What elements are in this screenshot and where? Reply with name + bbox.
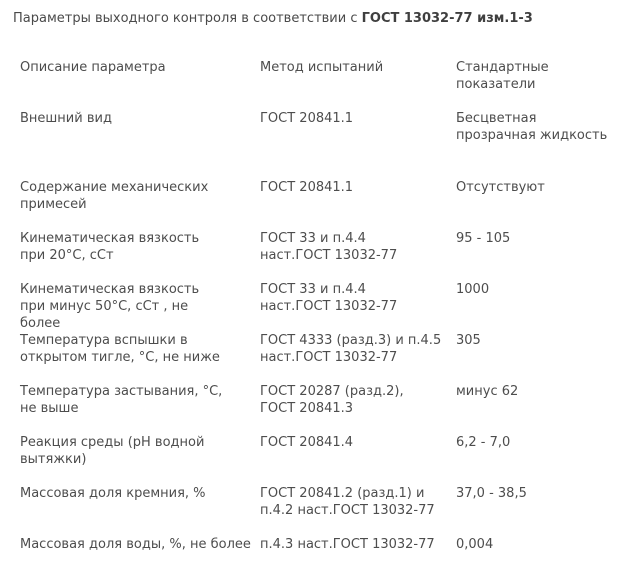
table-row-7-description: Реакция среды (pH водной вытяжки) [20, 435, 205, 467]
table-row-6-description: Температура застывания, °С, не выше [20, 384, 223, 416]
page-title-standard: ГОСТ 13032-77 изм.1-3 [361, 11, 533, 26]
table-row-3-method: ГОСТ 33 и п.4.4 наст.ГОСТ 13032-77 [260, 231, 398, 263]
table-row-4-value: 1000 [456, 282, 490, 297]
table-row-2-value: Отсутствуют [456, 180, 545, 195]
table-row-8-method: ГОСТ 20841.2 (разд.1) и п.4.2 наст.ГОСТ 13032-77 [260, 486, 435, 518]
table-row-8-value: 37,0 - 38,5 [456, 486, 527, 501]
table-row-2-method: ГОСТ 20841.1 [260, 180, 354, 195]
table-row-7-value: 6,2 - 7,0 [456, 435, 511, 450]
column-header-standard: Стандартные показатели [456, 60, 549, 92]
table-row-2-description: Содержание механических примесей [20, 180, 209, 212]
table-row-9-description: Массовая доля воды, %, не более [20, 537, 251, 552]
table-row-8-description: Массовая доля кремния, % [20, 486, 206, 501]
table-row-4-description: Кинематическая вязкость при минус 50°С, сСт , не более [20, 282, 200, 331]
table-row-5-value: 305 [456, 333, 481, 348]
table-row-1-value: Бесцветная прозрачная жидкость [456, 111, 608, 143]
page-title-text: Параметры выходного контроля в соответствии с [13, 11, 362, 26]
table-row-9-value: 0,004 [456, 537, 494, 552]
page-title [13, 11, 533, 27]
column-header-description: Описание параметра [20, 60, 166, 75]
table-row-1-description: Внешний вид [20, 111, 112, 126]
table-row-9-method: п.4.3 наст.ГОСТ 13032-77 [260, 537, 435, 552]
table-row-6-value: минус 62 [456, 384, 519, 399]
table-row-3-description: Кинематическая вязкость при 20°С, сСт [20, 231, 200, 263]
table-row-1-method: ГОСТ 20841.1 [260, 111, 354, 126]
table-row-5-description: Температура вспышки в открытом тигле, °С, не ниже [20, 333, 220, 365]
table-row-3-value: 95 - 105 [456, 231, 511, 246]
column-header-method: Метод испытаний [260, 60, 384, 75]
table-row-6-method: ГОСТ 20287 (разд.2), ГОСТ 20841.3 [260, 384, 404, 416]
table-row-4-method: ГОСТ 33 и п.4.4 наст.ГОСТ 13032-77 [260, 282, 398, 314]
table-row-7-method: ГОСТ 20841.4 [260, 435, 354, 450]
table-row-5-method: ГОСТ 4333 (разд.3) и п.4.5 наст.ГОСТ 13032-77 [260, 333, 442, 365]
